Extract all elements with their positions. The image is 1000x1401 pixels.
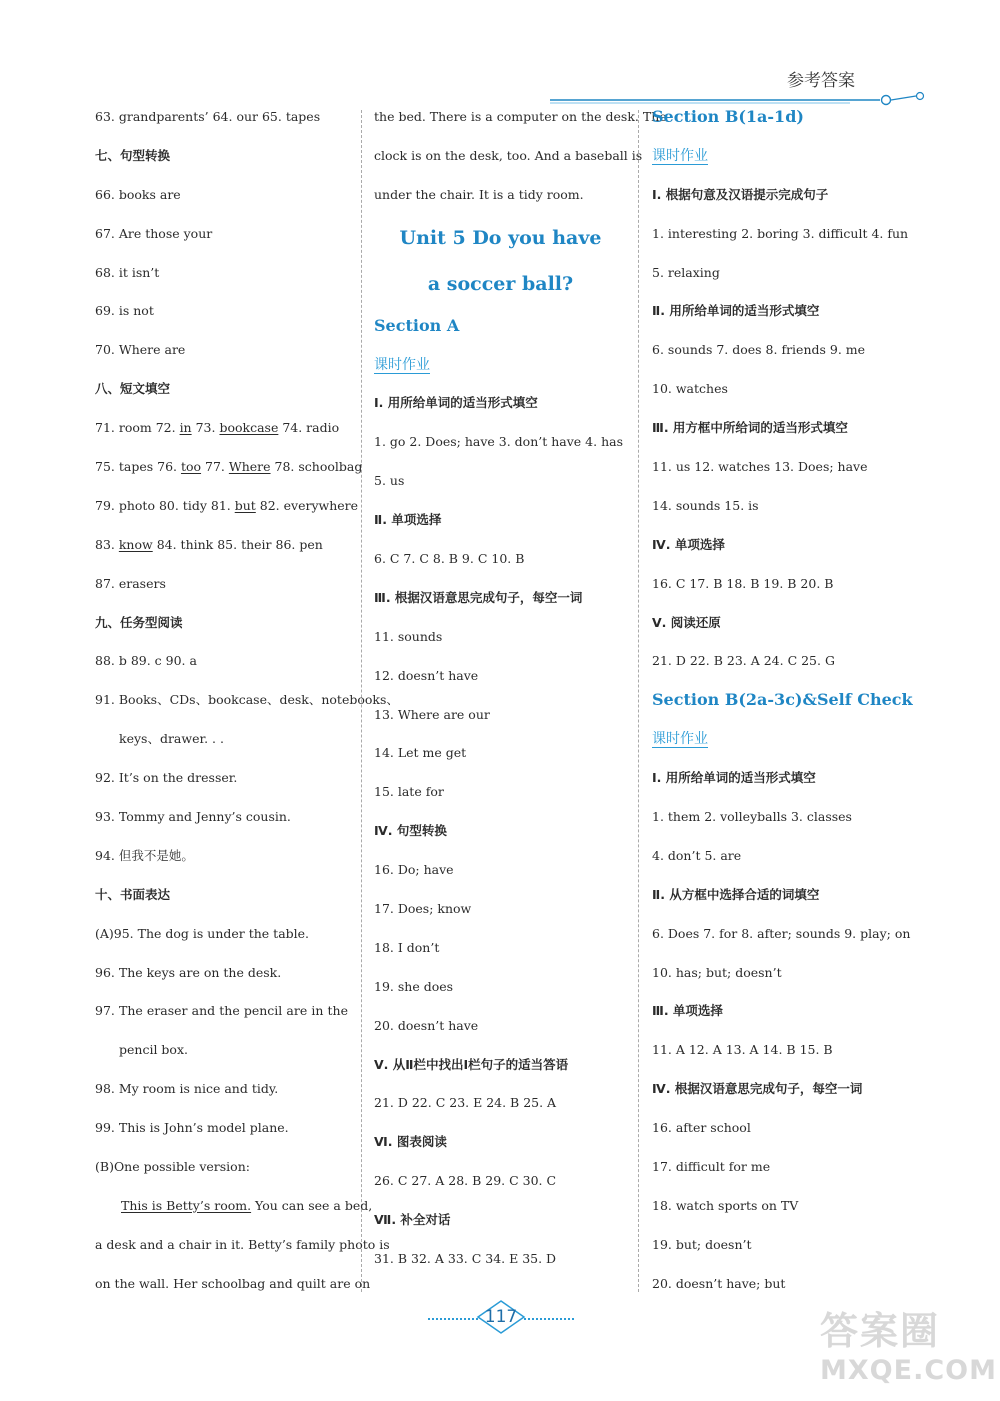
answer-line: 17. difficult for me — [652, 1159, 771, 1175]
answer-line: Ⅲ. 单项选择 — [652, 1003, 723, 1019]
answer-line: 1. go 2. Does; have 3. don’t have 4. has — [374, 434, 623, 450]
answer-line: 15. late for — [374, 784, 444, 800]
section-heading: Section B(2a-3c)&Self Check — [652, 690, 913, 710]
answer-line: under the chair. It is a tidy room. — [374, 186, 584, 202]
answer-line: 18. watch sports on TV — [652, 1197, 799, 1213]
answer-line: Ⅲ. 用方框中所给词的适当形式填空 — [652, 420, 848, 436]
answer-line: 10. watches — [652, 381, 728, 397]
answer-line: 20. doesn’t have — [374, 1017, 479, 1033]
answer-line: 19. but; doesn’t — [652, 1236, 752, 1252]
answer-line: 6. sounds 7. does 8. friends 9. me — [652, 342, 866, 358]
answer-line: 5. us — [374, 473, 405, 489]
answer-line: Ⅲ. 根据汉语意思完成句子，每空一词 — [374, 589, 583, 605]
answer-line: 九、任务型阅读 — [95, 614, 183, 630]
answer-line: Ⅳ. 句型转换 — [374, 823, 447, 839]
answer-line: 96. The keys are on the desk. — [95, 964, 282, 980]
answer-line: 87. erasers — [95, 575, 166, 591]
section-heading: Section A — [374, 315, 460, 335]
homework-label: 课时作业 — [374, 356, 430, 373]
answer-line: 七、句型转换 — [95, 147, 171, 163]
answer-line: Ⅰ. 用所给单词的适当形式填空 — [652, 770, 816, 786]
answer-line: 16. after school — [652, 1120, 751, 1136]
answer-line: 83. know 84. think 85. their 86. pen — [95, 536, 323, 552]
answer-line: Ⅱ. 从方框中选择合适的词填空 — [652, 886, 820, 902]
answer-line: 11. us 12. watches 13. Does; have — [652, 459, 868, 475]
answer-line: 16. C 17. B 18. B 19. B 20. B — [652, 575, 834, 591]
section-heading: Section B(1a-1d) — [652, 107, 804, 126]
answer-line: Ⅶ. 补全对话 — [374, 1212, 451, 1228]
answer-line: 16. Do; have — [374, 862, 454, 878]
answer-line: 1. them 2. volleyballs 3. classes — [652, 809, 852, 825]
page-number-badge — [428, 1300, 574, 1334]
answer-line: 66. books are — [95, 186, 181, 202]
homework-label: 课时作业 — [652, 147, 708, 164]
answer-line: 20. doesn’t have; but — [652, 1275, 786, 1291]
watermark-logo — [820, 1308, 997, 1394]
answer-line: 71. room 72. in 73. bookcase 74. radio — [95, 420, 340, 436]
header-title: 参考答案 — [787, 71, 855, 91]
answer-line: 31. B 32. A 33. C 34. E 35. D — [374, 1251, 557, 1267]
answer-line: 1. interesting 2. boring 3. difficult 4. fun — [652, 225, 909, 241]
answer-line: 68. it isn’t — [95, 264, 160, 280]
answer-line: Ⅴ. 阅读还原 — [652, 614, 721, 630]
answer-line: 13. Where are our — [374, 706, 490, 722]
answer-line: 10. has; but; doesn’t — [652, 964, 782, 980]
answer-line: 十、书面表达 — [95, 886, 171, 902]
answer-line: Ⅰ. 用所给单词的适当形式填空 — [374, 395, 538, 411]
answer-line: a desk and a chair in it. Betty’s family photo is — [95, 1236, 390, 1252]
answer-line: Ⅱ. 用所给单词的适当形式填空 — [652, 303, 820, 319]
answer-column-middle — [374, 98, 667, 1279]
answer-line: 99. This is John’s model plane. — [95, 1120, 289, 1136]
answer-line: 19. she does — [374, 978, 454, 994]
answer-line: 67. Are those your — [95, 225, 213, 241]
answer-column-right — [652, 98, 912, 1304]
homework-label: 课时作业 — [652, 731, 708, 748]
answer-line: clock is on the desk, too. And a baseball is — [374, 147, 643, 163]
answer-line: 70. Where are — [95, 342, 186, 358]
answer-line: on the wall. Her schoolbag and quilt are on — [95, 1275, 371, 1291]
watermark-top: 答案圈 — [820, 1309, 941, 1353]
answer-line: 21. D 22. C 23. E 24. B 25. A — [374, 1095, 557, 1111]
answer-line: 17. Does; know — [374, 901, 472, 917]
answer-line: 69. is not — [95, 303, 154, 319]
answer-line: 97. The eraser and the pencil are in the — [95, 1003, 348, 1019]
column-divider-right — [638, 110, 639, 1292]
answer-line: This is Betty’s room. You can see a bed, — [121, 1197, 373, 1213]
answer-line: 11. A 12. A 13. A 14. B 15. B — [652, 1042, 833, 1058]
answer-line: 6. C 7. C 8. B 9. C 10. B — [374, 551, 525, 567]
answer-line: Ⅵ. 图表阅读 — [374, 1134, 447, 1150]
answer-line: Ⅳ. 根据汉语意思完成句子，每空一词 — [652, 1081, 863, 1097]
unit-title: Unit 5 Do you have — [399, 226, 602, 249]
answer-line: 93. Tommy and Jenny’s cousin. — [95, 809, 291, 825]
answer-line: 94. 但我不是她。 — [95, 847, 194, 863]
answer-line: the bed. There is a computer on the desk. The — [374, 109, 667, 124]
answer-line: 91. Books、CDs、bookcase、desk、notebooks、 — [95, 692, 399, 708]
answer-line: 6. Does 7. for 8. after; sounds 9. play; on — [652, 925, 911, 941]
answer-line: 14. Let me get — [374, 745, 467, 761]
answer-line: 14. sounds 15. is — [652, 497, 759, 513]
answer-line: 88. b 89. c 90. a — [95, 653, 197, 669]
answer-line: 63. grandparents’ 64. our 65. tapes — [95, 109, 321, 124]
page-number: 117 — [484, 1307, 518, 1327]
answer-line: 75. tapes 76. too 77. Where 78. schoolbag — [95, 459, 363, 475]
answer-line: 18. I don’t — [374, 939, 440, 955]
answer-line: pencil box. — [119, 1042, 188, 1058]
answer-line: (B)One possible version: — [95, 1159, 250, 1175]
answer-line: Ⅴ. 从Ⅱ栏中找出Ⅰ栏句子的适当答语 — [374, 1056, 569, 1072]
answer-line: 4. don’t 5. are — [652, 847, 742, 863]
answer-line: 21. D 22. B 23. A 24. C 25. G — [652, 653, 835, 669]
answer-line: 5. relaxing — [652, 264, 720, 280]
answer-line: 11. sounds — [374, 628, 443, 644]
answer-line: 92. It’s on the dresser. — [95, 770, 238, 786]
unit-title: a soccer ball? — [427, 272, 574, 295]
answer-line: (A)95. The dog is under the table. — [95, 925, 310, 941]
watermark-bottom: MXQE.COM — [820, 1355, 997, 1386]
answer-line: Ⅱ. 单项选择 — [374, 512, 442, 528]
answer-line: keys、drawer. . . — [119, 731, 224, 747]
answer-line: 26. C 27. A 28. B 29. C 30. C — [374, 1173, 557, 1189]
answer-line: 12. doesn’t have — [374, 667, 479, 683]
answer-line: Ⅳ. 单项选择 — [652, 536, 725, 552]
answer-line: 79. photo 80. tidy 81. but 82. everywhere — [95, 497, 359, 513]
answer-line: Ⅰ. 根据句意及汉语提示完成句子 — [652, 186, 829, 202]
answer-line: 98. My room is nice and tidy. — [95, 1081, 279, 1097]
answer-line: 八、短文填空 — [95, 381, 171, 397]
